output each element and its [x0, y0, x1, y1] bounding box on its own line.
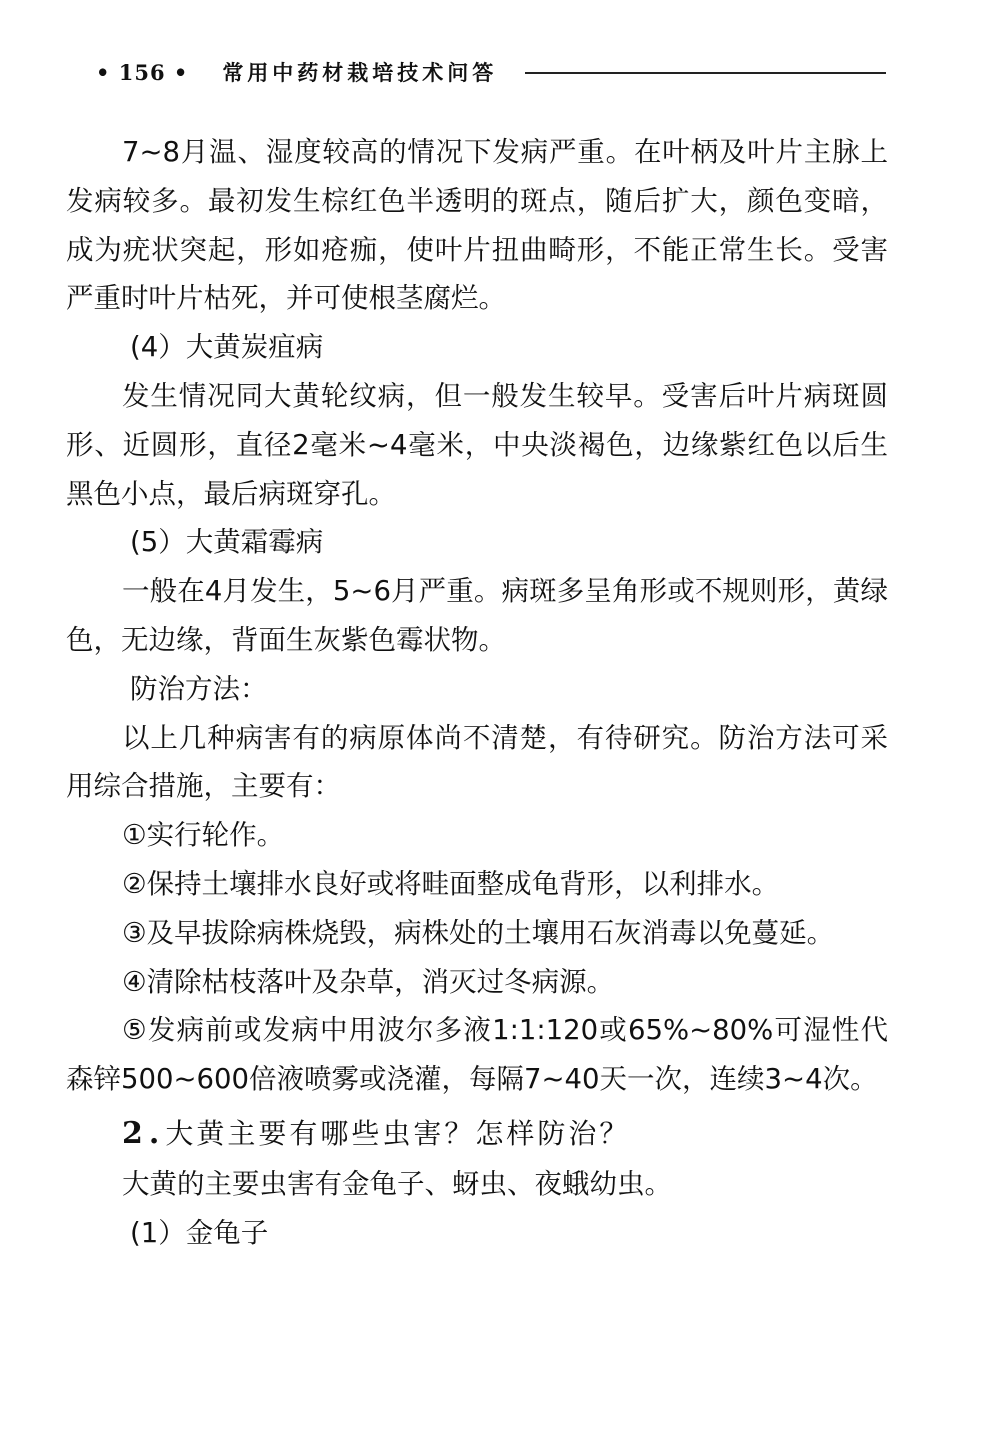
question-text: 大黄主要有哪些虫害？怎样防治？ — [165, 1116, 631, 1150]
paragraph-downy-mildew: 一般在4月发生，5~6月严重。病斑多呈角形或不规则形，黄绿色，无边缘，背面生灰紫色霉状物。 — [66, 575, 888, 656]
label-control-methods: 防治方法： — [130, 672, 268, 705]
header-rule — [525, 72, 886, 74]
heading-anthracnose: (4）大黄炭疽病 — [130, 331, 324, 364]
list-item-removal: ③及早拔除病株烧毁，病株处的土壤用石灰消毒以免蔓延。 — [122, 916, 835, 949]
heading-downy-mildew: (5）大黄霜霉病 — [130, 526, 324, 559]
list-item-rotation: ①实行轮作。 — [122, 819, 285, 852]
page-number: • 156 • — [96, 59, 189, 85]
paragraph-symptoms: 7~8月温、湿度较高的情况下发病严重。在叶柄及叶片主脉上发病较多。最初发生棕红色半透明的斑点，随后扩大，颜色变暗，成为疣状突起，形如疮痂，使叶片扭曲畸形，不能正常生长。受害严重时叶片枯死，并可使根茎腐烂。 — [66, 136, 888, 315]
question-heading — [66, 1110, 888, 1158]
list-item-drainage: ②保持土壤排水良好或将畦面整成龟背形，以利排水。 — [122, 867, 780, 900]
running-title: 常用中药材栽培技术问答 — [222, 60, 498, 85]
paragraph-anthracnose: 发生情况同大黄轮纹病，但一般发生较早。受害后叶片病斑圆形、近圆形，直径2毫米~4毫米，中央淡褐色，边缘紫红色以后生黑色小点，最后病斑穿孔。 — [66, 379, 888, 510]
paragraph-control-intro: 以上几种病害有的病原体尚不清楚，有待研究。防治方法可采用综合措施，主要有： — [66, 721, 888, 803]
paragraph-pests-intro: 大黄的主要虫害有金龟子、蚜虫、夜蛾幼虫。 — [122, 1167, 672, 1200]
list-item-cleanup: ④清除枯枝落叶及杂草，消灭过冬病源。 — [122, 965, 615, 998]
page-header — [96, 52, 886, 92]
list-item-spraying: ⑤发病前或发病中用波尔多液1:1:120或65%~80%可湿性代森锌500~600倍液喷雾或浇灌，每隔7~40天一次，连续3~4次。 — [66, 1014, 888, 1096]
heading-chafer: (1）金龟子 — [130, 1216, 269, 1249]
page-body — [66, 128, 888, 1258]
question-number: 2. — [122, 1115, 166, 1151]
